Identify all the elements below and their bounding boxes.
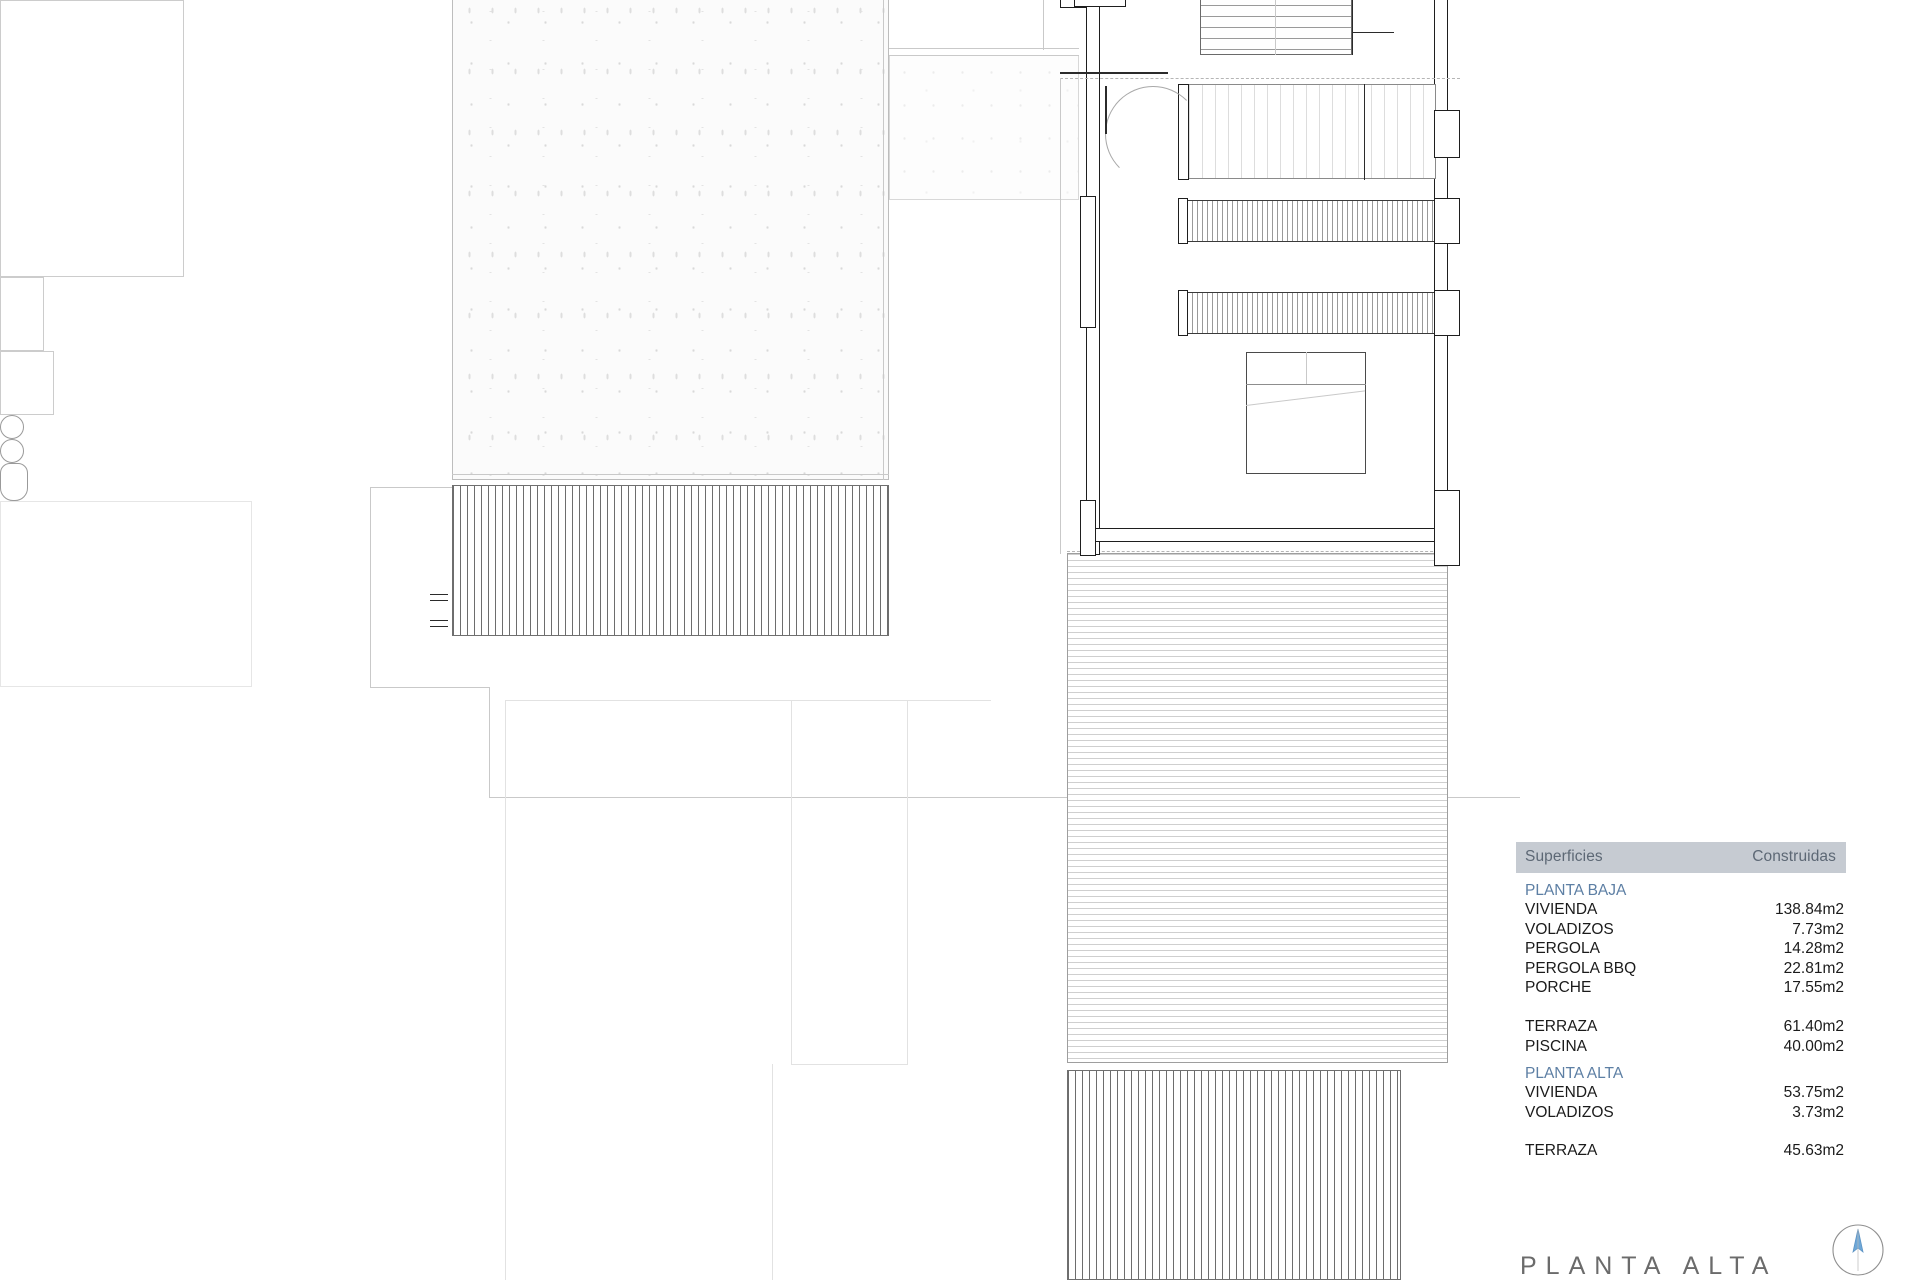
legend-row xyxy=(1525,1037,1846,1057)
legend-row-label: TERRAZA xyxy=(1525,1017,1598,1035)
legend-row xyxy=(1525,1141,1846,1161)
legend-row-value: 45.63m2 xyxy=(1783,1142,1844,1160)
legend-row-value: 138.84m2 xyxy=(1775,901,1844,918)
sink-icon-2 xyxy=(0,439,24,463)
legend-section-title-ground-floor: PLANTA BAJA xyxy=(1525,882,1627,899)
pool-ladder-mark-3 xyxy=(430,620,448,621)
pool-ladder-mark-1 xyxy=(430,594,448,595)
wardrobe-upper xyxy=(1186,200,1436,242)
stair-run-arrow xyxy=(1275,0,1276,55)
legend-row-label: VOLADIZOS xyxy=(1525,920,1614,938)
bathroom-with-fixtures xyxy=(1188,84,1436,179)
exterior-line-vertical xyxy=(1043,0,1044,50)
bathroom-door-swing xyxy=(1105,86,1201,182)
legend-row-value: 53.75m2 xyxy=(1783,1084,1844,1102)
tiled-terrace xyxy=(1067,553,1448,1063)
legend-row-label: PISCINA xyxy=(1525,1037,1588,1055)
swimming-pool xyxy=(452,0,889,480)
legend-section-title-upper-floor: PLANTA ALTA xyxy=(1525,1065,1624,1083)
plot-line-right xyxy=(907,700,908,1064)
window-west-2 xyxy=(1080,500,1096,556)
wardrobe-divider-wall-2 xyxy=(1178,290,1188,336)
plot-line-left xyxy=(505,700,506,1280)
wall-line-top-right-2 xyxy=(1352,32,1394,33)
surfaces-legend xyxy=(1516,842,1846,1161)
toilet-icon xyxy=(0,463,28,501)
legend-row xyxy=(1525,920,1846,940)
plot-line-mid-2 xyxy=(791,1064,908,1065)
planter-box xyxy=(0,0,184,277)
hall-wall-under-stair xyxy=(1060,72,1168,74)
terrace-dashed-edge xyxy=(1067,551,1448,552)
pool-inner-edge-right xyxy=(883,0,884,480)
window-east-3 xyxy=(1434,290,1460,336)
legend-row-value: 40.00m2 xyxy=(1783,1037,1844,1055)
legend-row xyxy=(1525,1103,1846,1123)
shower-screen xyxy=(1364,84,1365,180)
paving-edge-top xyxy=(889,55,1079,56)
legend-header xyxy=(1516,842,1846,873)
stair-side-wall xyxy=(1352,0,1353,55)
pool-ladder-mark-2 xyxy=(430,600,448,601)
legend-row-label: VOLADIZOS xyxy=(1525,1103,1614,1121)
legend-row-label: PORCHE xyxy=(1525,979,1592,997)
window-east-1 xyxy=(1434,110,1460,158)
hall-opening xyxy=(0,351,54,415)
sink-icon-1 xyxy=(0,415,24,439)
legend-row xyxy=(1525,939,1846,959)
overhang-dashed-line xyxy=(1060,78,1460,79)
legend-row xyxy=(1525,1017,1846,1037)
legend-header-left: Superficies xyxy=(1525,848,1603,865)
west-paving-edge-bottom xyxy=(370,687,490,688)
legend-row xyxy=(1525,1083,1846,1103)
plot-line-inner xyxy=(772,1064,773,1280)
staircase xyxy=(1200,0,1352,55)
legend-row-value: 22.81m2 xyxy=(1783,959,1844,977)
hall-wall-left-stub xyxy=(1074,0,1126,7)
south-paving-edge xyxy=(489,687,490,797)
legend-row-value: 14.28m2 xyxy=(1783,940,1844,958)
plot-line-top xyxy=(505,700,991,701)
overhang-dashed-left xyxy=(1060,78,1061,554)
exterior-line-upper xyxy=(889,48,1079,49)
wardrobe-lower xyxy=(1186,292,1436,334)
legend-row-label: PERGOLA BBQ xyxy=(1525,959,1637,977)
legend-row-label: PERGOLA xyxy=(1525,940,1600,958)
pool-ladder-mark-4 xyxy=(430,626,448,627)
house-south-wall xyxy=(1086,528,1448,542)
west-paving-edge-left xyxy=(370,487,371,687)
plot-line-mid xyxy=(791,700,792,1065)
wardrobe-divider-wall xyxy=(1178,198,1188,244)
bathroom-door-leaf xyxy=(1105,86,1107,134)
bed-headboard-line xyxy=(1246,384,1366,385)
wood-deck-lower xyxy=(1067,1070,1401,1280)
west-paving-edge-top xyxy=(370,487,452,488)
legend-row-value: 61.40m2 xyxy=(1783,1017,1844,1035)
legend-row-value: 7.73m2 xyxy=(1792,920,1844,938)
legend-row-label: VIVIENDA xyxy=(1525,901,1598,918)
page-title: PLANTA ALTA xyxy=(1520,1252,1778,1280)
window-west-1 xyxy=(1080,196,1096,328)
stair-landing xyxy=(0,277,44,351)
north-arrow-icon xyxy=(1830,1222,1886,1278)
legend-row-value: 17.55m2 xyxy=(1783,979,1844,997)
wood-deck-pool xyxy=(452,485,889,636)
window-east-4 xyxy=(1434,490,1460,566)
bed-pillow-divider xyxy=(1306,352,1307,384)
pool-inner-edge-bottom xyxy=(452,474,889,475)
window-east-2 xyxy=(1434,198,1460,244)
bedroom-with-bed xyxy=(0,501,252,687)
legend-row-value: 3.73m2 xyxy=(1792,1103,1844,1121)
legend-header-right: Construidas xyxy=(1752,848,1836,865)
house-east-wall xyxy=(1434,0,1448,555)
legend-row-label: VIVIENDA xyxy=(1525,1084,1598,1102)
paved-surround-upper xyxy=(889,55,1079,200)
legend-row xyxy=(1525,900,1846,920)
legend-row xyxy=(1525,978,1846,998)
legend-row xyxy=(1525,959,1846,979)
legend-row-label: TERRAZA xyxy=(1525,1142,1598,1160)
